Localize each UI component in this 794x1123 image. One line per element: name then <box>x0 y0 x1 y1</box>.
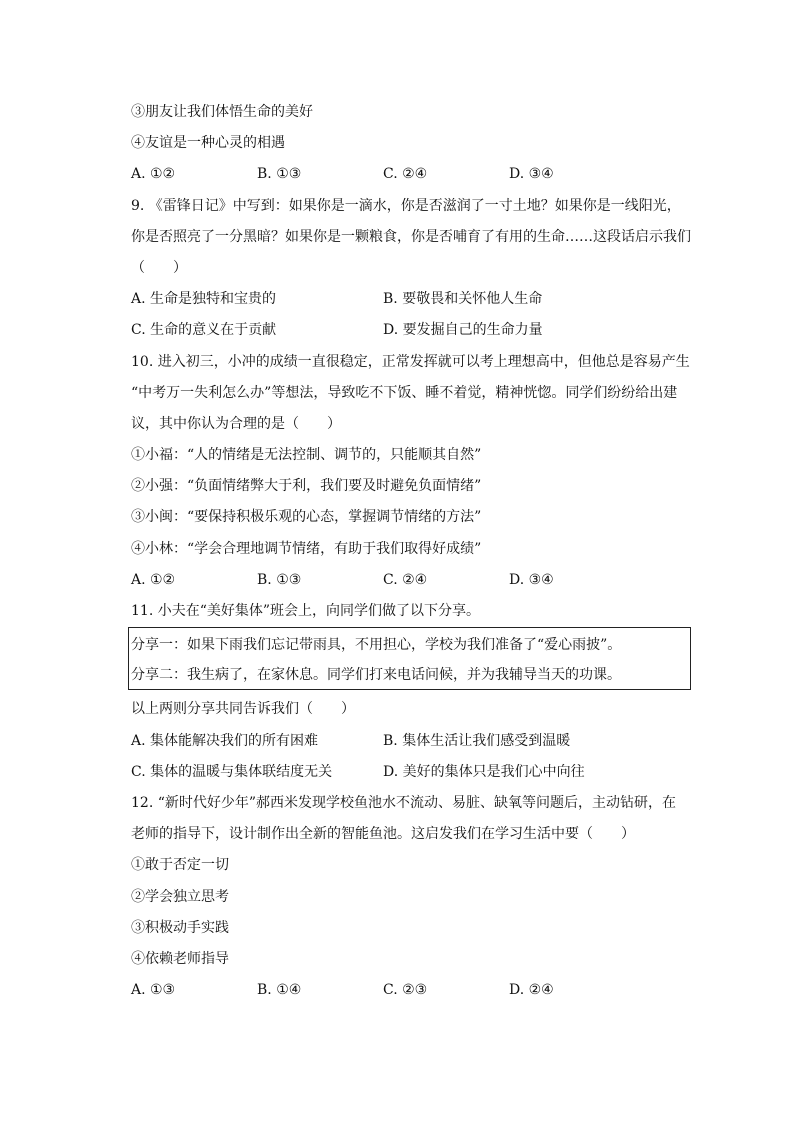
q12-option-b: B. ①④ <box>257 982 302 998</box>
q11-stem-line1: 11. 小夫在“美好集体”班会上，向同学们做了以下分享。 <box>131 603 481 619</box>
q11-share-2: 分享二：我生病了，在家休息。同学们打来电话问候，并为我辅导当天的功课。 <box>131 667 621 683</box>
q10-stem-line1: 10. 进入初三，小冲的成绩一直很稳定，正常发挥就可以考上理想高中，但他总是容易产生 <box>131 354 690 370</box>
q9-stem-line1: 9. 《雷锋日记》中写到：如果你是一滴水，你是否滋润了一寸土地？如果你是一线阳光， <box>131 198 681 214</box>
q10-option-c: C. ②④ <box>383 572 428 588</box>
q10-stem-line3: 议，其中你认为合理的是（ ） <box>131 416 341 432</box>
q12-statement-3: ③积极动手实践 <box>131 920 229 936</box>
q9-stem-line3: （ ） <box>131 260 187 276</box>
q10-statement-1: ①小福：“人的情绪是无法控制、调节的，只能顺其自然” <box>131 447 482 463</box>
q10-option-a: A. ①② <box>131 572 176 588</box>
q12-statement-4: ④依赖老师指导 <box>131 951 229 967</box>
q10-option-d: D. ③④ <box>509 572 554 588</box>
q9-stem-line2: 你是否照亮了一分黑暗？如果你是一颗粮食，你是否哺育了有用的生命……这段话启示我们 <box>131 229 691 245</box>
q11-share-1: 分享一：如果下雨我们忘记带雨具，不用担心，学校为我们准备了“爱心雨披”。 <box>131 637 622 653</box>
q12-stem-line1: 12. “新时代好少年”郝西米发现学校鱼池水不流动、易脏、缺氧等问题后，主动钻研，在 <box>131 795 677 811</box>
q11-stem-line2: 以上两则分享共同告诉我们（ ） <box>131 701 355 717</box>
q12-option-a: A. ①③ <box>131 982 176 998</box>
q8-option-c: C. ②④ <box>383 166 428 182</box>
q11-option-b: B. 集体生活让我们感受到温暖 <box>383 733 571 749</box>
q11-option-d: D. 美好的集体只是我们心中向往 <box>383 764 585 780</box>
q11-option-c: C. 集体的温暖与集体联结度无关 <box>131 764 333 780</box>
q10-statement-2: ②小强：“负面情绪弊大于利，我们要及时避免负面情绪” <box>131 478 482 494</box>
q11-option-a: A. 集体能解决我们的所有困难 <box>131 733 319 749</box>
q10-option-b: B. ①③ <box>257 572 302 588</box>
q9-option-d: D. 要发掘自己的生命力量 <box>383 322 543 338</box>
q10-statement-4: ④小林：“学会合理地调节情绪，有助于我们取得好成绩” <box>131 541 482 557</box>
q8-option-d: D. ③④ <box>509 166 554 182</box>
q12-statement-1: ①敢于否定一切 <box>131 857 229 873</box>
q8-statement-3: ③朋友让我们体悟生命的美好 <box>131 104 313 120</box>
q9-option-c: C. 生命的意义在于贡献 <box>131 322 277 338</box>
q12-option-d: D. ②④ <box>509 982 554 998</box>
q9-option-b: B. 要敬畏和关怀他人生命 <box>383 291 543 307</box>
q12-stem-line2: 老师的指导下，设计制作出全新的智能鱼池。这启发我们在学习生活中要（ ） <box>131 826 635 842</box>
q8-option-a: A. ①② <box>131 166 176 182</box>
q8-statement-4: ④友谊是一种心灵的相遇 <box>131 135 285 151</box>
q12-option-c: C. ②③ <box>383 982 428 998</box>
q10-statement-3: ③小闽：“要保持积极乐观的心态，掌握调节情绪的方法” <box>131 509 482 525</box>
q11-share-box <box>128 627 691 690</box>
q12-statement-2: ②学会独立思考 <box>131 889 229 905</box>
q8-option-b: B. ①③ <box>257 166 302 182</box>
q10-stem-line2: “中考万一失利怎么办”等想法，导致吃不下饭、睡不着觉，精神恍惚。同学们纷纷给出建 <box>131 385 678 401</box>
q9-option-a: A. 生命是独特和宝贵的 <box>131 291 277 307</box>
